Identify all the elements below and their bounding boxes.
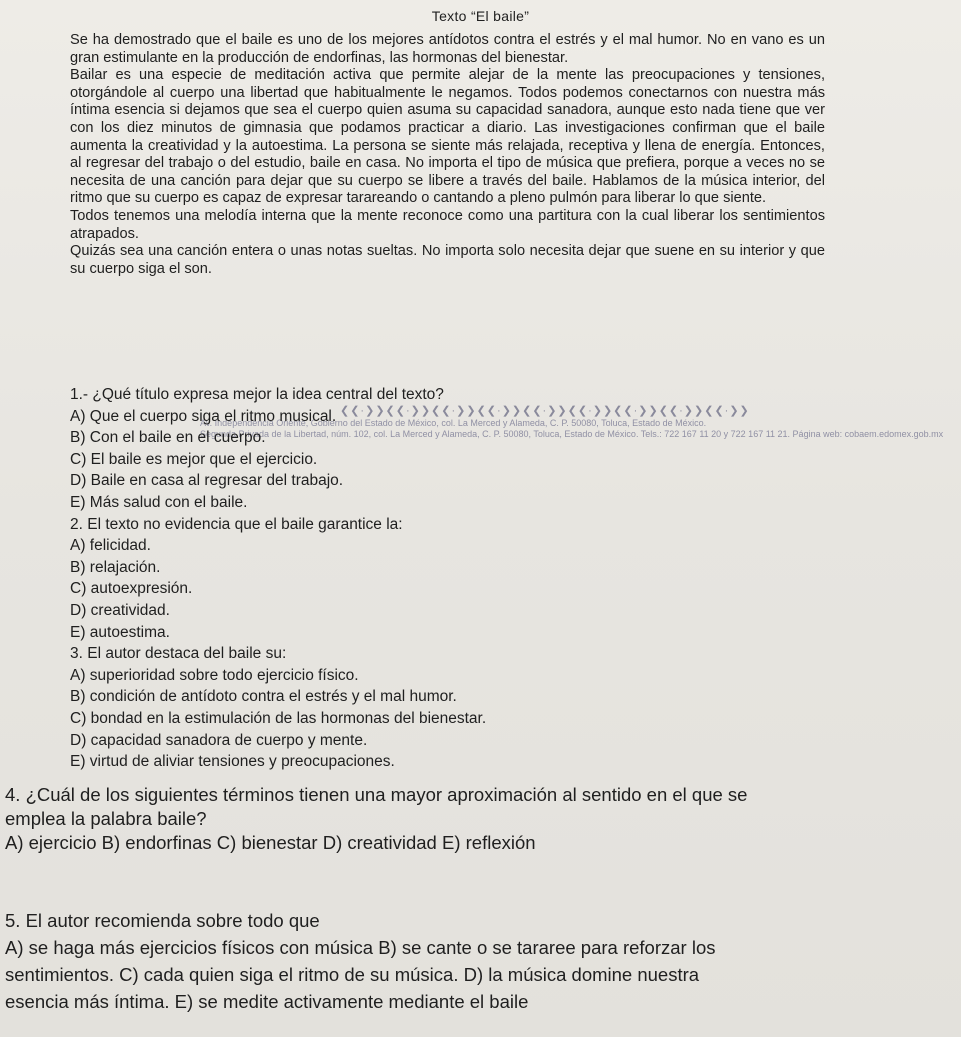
q2-option-b: B) relajación. — [70, 558, 161, 576]
question-4-line-2: emplea la palabra baile? — [5, 808, 207, 829]
q1-option-e: E) Más salud con el baile. — [70, 493, 248, 511]
q2-option-e: E) autoestima. — [70, 623, 170, 641]
passage-paragraph-4: Quizás sea una canción entera o unas notas sueltas. No importa solo necesita dejar que suene en su interior y que su cuerpo siga el son. — [70, 243, 825, 277]
q3-option-e: E) virtud de aliviar tensiones y preocupaciones. — [70, 753, 395, 771]
q1-option-c: C) El baile es mejor que el ejercicio. — [70, 450, 318, 468]
q3-option-a: A) superioridad sobre todo ejercicio físico. — [70, 666, 359, 684]
q2-option-c: C) autoexpresión. — [70, 580, 193, 598]
question-5-line-3: esencia más íntima. E) se medite activamente mediante el baile — [5, 991, 529, 1012]
q1-option-b: B) Con el baile en el cuerpo. — [70, 429, 266, 447]
question-2: 2. El texto no evidencia que el baile garantice la: — [70, 515, 403, 533]
question-5-line-2: sentimientos. C) cada quien siga el ritmo de su música. D) la música domine nuestra — [5, 964, 700, 985]
question-5-line-1: A) se haga más ejercicios físicos con música B) se cante o se tararee para reforzar los — [5, 937, 716, 958]
question-4-block — [5, 783, 950, 855]
question-4-line-1: 4. ¿Cuál de los siguientes términos tienen una mayor aproximación al sentido en el que se — [5, 784, 748, 805]
q1-option-a: A) Que el cuerpo siga el ritmo musical. — [70, 407, 337, 425]
q3-option-c: C) bondad en la estimulación de las hormonas del bienestar. — [70, 709, 487, 727]
q2-option-a: A) felicidad. — [70, 537, 151, 555]
watermark-address-line-1: Av. Independencia Oriente, Gobierno del Estado de México, col. La Merced y Alameda, C. P. 50080, Toluca, Estado de México. — [200, 418, 707, 428]
q1-option-d: D) Baile en casa al regresar del trabajo. — [70, 472, 344, 490]
text-title: Texto “El baile” — [431, 8, 530, 24]
question-3: 3. El autor destaca del baile su: — [70, 645, 287, 663]
watermark-pattern: ❮❮·❯❯❮❮·❯❯❮❮·❯❯❮❮·❯❯❮❮·❯❯❮❮·❯❯❮❮·❯❯❮❮·❯❯❮❮·❯❯ — [340, 405, 750, 417]
passage-paragraph-2: Bailar es una especie de meditación activa que permite alejar de la mente las preocupaciones y tensiones, otorgándole al cuerpo una libertad que habitualmente le negamos. Todos podemos conectarnos con nuestra más íntima esencia si dejamos que sea el cuerpo quien asuma su capacidad sanadora, aunque esto nada tiene que ver con los diez minutos de gimnasia que podamos practicar a diario. Las investigaciones confirman que el baile aumenta la creatividad y la autoestima. La persona se siente más relajada, receptiva y llena de energía. Entonces, al regresar del trabajo o del estudio, baile en casa. No importa el tipo de música que prefiera, porque a veces no se necesita de una canción para dejar que su cuerpo se libere a través del baile. Hablamos de la música interior, del ritmo que su cuerpo es capaz de expresar tarareando o cantando a pleno pulmón para liberar lo que siente. — [70, 67, 825, 207]
question-4-options: A) ejercicio B) endorfinas C) bienestar D) creatividad E) reflexión — [5, 832, 536, 853]
passage-paragraph-1: Se ha demostrado que el baile es uno de los mejores antídotos contra el estrés y el mal humor. No en vano es un gran estimulante en la producción de endorfinas, las hormonas del bienestar. — [70, 32, 825, 66]
reading-passage — [70, 32, 825, 278]
question-5-block — [5, 907, 950, 1015]
questions-block — [70, 384, 830, 773]
q3-option-d: D) capacidad sanadora de cuerpo y mente. — [70, 731, 368, 749]
passage-paragraph-3: Todos tenemos una melodía interna que la mente reconoce como una partitura con la cual liberar los sentimientos atrapados. — [70, 207, 825, 242]
watermark-address-line-2: Segunda Privada de la Libertad, núm. 102, col. La Merced y Alameda, C. P. 50080, Toluca, Estado de México. Tels.: 722 167 11 20 y 722 167 11 21. Página web: cobaem.edomex.gob.mx — [200, 429, 944, 439]
question-5: 5. El autor recomienda sobre todo que — [5, 910, 320, 931]
question-1: 1.- ¿Qué título expresa mejor la idea central del texto? — [70, 386, 444, 403]
q3-option-b: B) condición de antídoto contra el estrés y el mal humor. — [70, 688, 457, 706]
q2-option-d: D) creatividad. — [70, 601, 170, 619]
